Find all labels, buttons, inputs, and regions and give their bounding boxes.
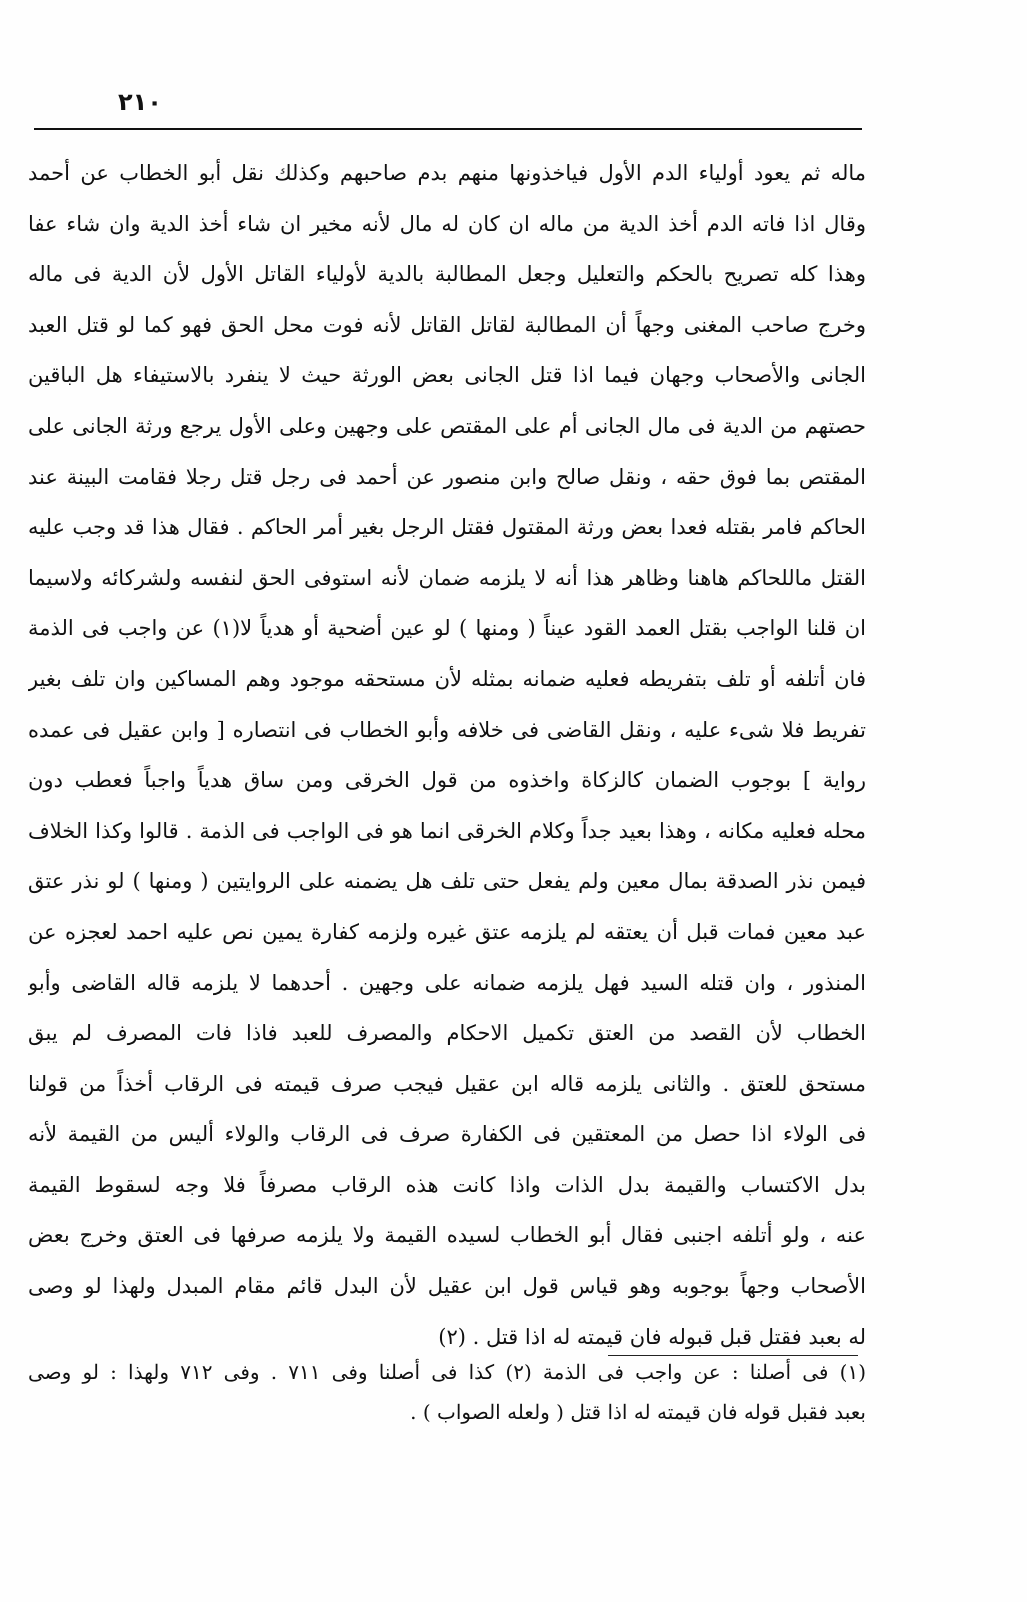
text-line: الجانى والأصحاب وجهان فيما اذا قتل الجانى بعض الورثة حيث لا ينفرد بالاستيفاء هل الباقين (28, 363, 866, 388)
text-line: المقتص بما فوق حقه ، ونقل صالح وابن منصور عن أحمد فى رجل قتل رجلا فقامت البينة عند (28, 464, 866, 489)
header-rule (34, 128, 862, 130)
text-line: فى الولاء اذا حصل من المعتقين فى الكفارة صرف فى الرقاب والولاء أليس من القيمة لأنه (28, 1122, 866, 1147)
text-line: رواية ] بوجوب الضمان كالزكاة واخذوه من قول الخرقى ومن ساق هدياً واجباً فعطب دون (28, 768, 866, 793)
text-line: بدل الاكتساب والقيمة بدل الذات واذا كانت هذه الرقاب مصرفاً فلا وجه لسقوط القيمة (28, 1172, 866, 1197)
text-line: عنه ، ولو أتلفه اجنبى فقال أبو الخطاب لسيده القيمة ولا يلزمه صرفها فى العتق وخرج بعض (28, 1223, 866, 1248)
body-text (28, 148, 866, 1362)
footnotes (28, 1352, 866, 1432)
text-line: وقال اذا فاته الدم أخذ الدية من ماله ان كان له مال لأنه مخير ان شاء أخذ الدية وان شاء عفا (28, 211, 866, 236)
text-line: القتل ماللحاكم هاهنا وظاهر هذا أنه لا يلزمه ضمان لأنه استوفى الحق لنفسه ولشركائه ولاسيما (28, 565, 866, 590)
text-line: الخطاب لأن القصد من العتق تكميل الاحكام والمصرف للعبد فاذا فات المصرف لم يبق (28, 1021, 866, 1046)
text-line: المنذور ، وان قتله السيد فهل يلزمه ضمانه على وجهين . أحدهما لا يلزمه قاله القاضى وأبو (28, 970, 866, 995)
text-line: مستحق للعتق . والثانى يلزمه قاله ابن عقيل فيجب صرف قيمته فى الرقاب أخذاً من قولنا (28, 1071, 866, 1096)
text-line: فيمن نذر الصدقة بمال معين ولم يفعل حتى تلف هل يضمنه على الروايتين ( ومنها ) لو نذر عتق (28, 869, 866, 894)
text-line: محله فعليه مكانه ، وهذا بعيد جداً وكلام الخرقى انما هو فى الواجب فى الذمة . قالوا وكذا الخلاف (28, 818, 866, 843)
text-line: تفريط فلا شىء عليه ، ونقل القاضى فى خلافه وأبو الخطاب فى انتصاره [ وابن عقيل فى عمده (28, 717, 866, 742)
text-line: الحاكم فامر بقتله فعدا بعض ورثة المقتول فقتل الرجل بغير أمر الحاكم . فقال هذا قد وجب عليه (28, 515, 866, 540)
text-line: ان قلنا الواجب بقتل العمد القود عيناً ( ومنها ) لو عين أضحية أو هدياً لا(١) عن واجب فى الذمة (28, 616, 866, 641)
footnote-line: بعبد فقبل قوله فان قيمته له اذا قتل ( ولعله الصواب ) . (410, 1400, 866, 1424)
text-line: حصتهم من الدية فى مال الجانى أم على المقتص على وجهين وعلى الأول يرجع ورثة الجانى على (28, 413, 866, 438)
text-line: ماله ثم يعود أولياء الدم الأول فياخذونها منهم بدم صاحبهم وكذلك نقل أبو الخطاب عن أحمد (28, 161, 866, 185)
text-line: فان أتلفه أو تلف بتفريطه فعليه ضمانه بمثله لأن مستحقه موجود وهم المساكين وان تلف بغير (28, 666, 866, 691)
text-line: وهذا كله تصريح بالحكم والتعليل وجعل المطالبة بالدية لأولياء القاتل الأول لأن الدية فى ماله (28, 262, 866, 287)
text-line: وخرج صاحب المغنى وجهاً أن المطالبة لقاتل القاتل لأنه فوت محل الحق فهو كما لو قتل العبد (28, 312, 866, 337)
footnote-line: (١) فى أصلنا : عن واجب فى الذمة (٢) كذا فى أصلنا وفى ٧١١ . وفى ٧١٢ ولهذا : لو وصى (28, 1360, 866, 1384)
page-number: ٢١٠ (118, 88, 162, 116)
text-line: عبد معين فمات قبل أن يعتقه لم يلزمه عتق غيره ولزمه كفارة يمين نص عليه احمد لعجزه عن (28, 919, 866, 944)
text-line: الأصحاب وجهاً بوجوبه وهو قياس قول ابن عقيل لأن البدل قائم مقام المبدل ولهذا لو وصى (28, 1274, 866, 1299)
text-line: له بعبد فقتل قبل قبوله فان قيمته له اذا قتل . (٢) (438, 1324, 866, 1349)
